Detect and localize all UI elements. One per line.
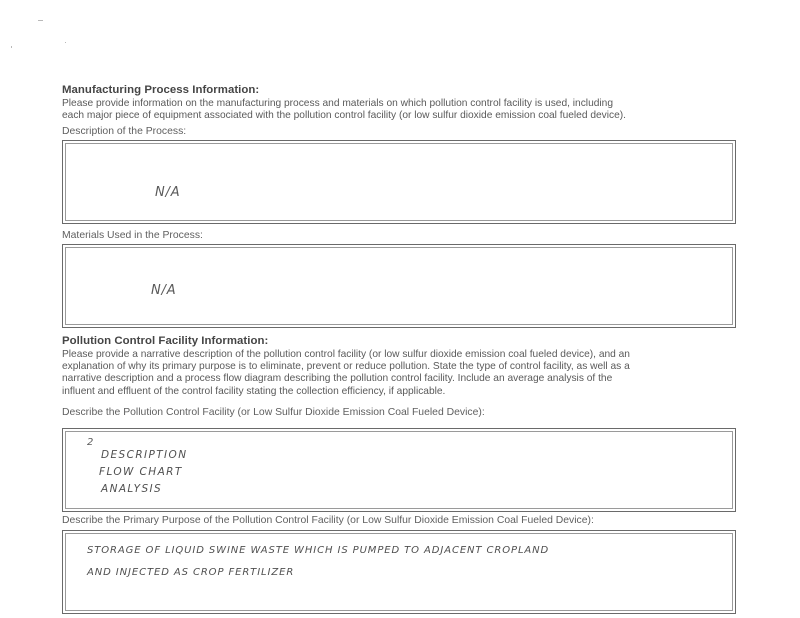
materials-handwriting: N/A (151, 283, 177, 298)
manufacturing-heading: Manufacturing Process Information: (62, 84, 260, 96)
description-handwriting: N/A (155, 185, 181, 200)
pollution-control-heading: Pollution Control Facility Information: (62, 335, 269, 347)
description-label: Description of the Process: (62, 126, 187, 137)
scan-speck (65, 42, 66, 43)
describe-item-description: DESCRIPTION (101, 449, 188, 461)
purpose-handwriting-line-1: STORAGE OF LIQUID SWINE WASTE WHICH IS PUMPED TO ADJACENT CROPLAND (87, 545, 550, 556)
scan-speck (38, 20, 43, 21)
describe-facility-label: Describe the Pollution Control Facility (or Low Sulfur Dioxide Emission Coal Fueled Device): (62, 407, 485, 418)
primary-purpose-field[interactable] (62, 530, 736, 614)
describe-item-analysis: ANALYSIS (101, 483, 163, 495)
manufacturing-instructions-line: each major piece of equipment associated with the pollution control facility (or low sulfur dioxide emission coal fueled device). (62, 110, 626, 122)
materials-field[interactable] (62, 244, 736, 328)
describe-note-number: 2 (87, 437, 95, 448)
materials-label: Materials Used in the Process: (62, 230, 203, 241)
purpose-handwriting-line-2: AND INJECTED AS CROP FERTILIZER (87, 567, 295, 578)
pollution-instructions-line: narrative description and a process flow diagram describing the pollution control facility. Include an average analysis of the (62, 373, 613, 385)
manufacturing-instructions-line: Please provide information on the manufacturing process and materials on which pollution control facility is used, including (62, 98, 613, 109)
manufacturing-instructions (62, 98, 626, 122)
describe-facility-field[interactable] (62, 428, 736, 512)
scan-speck (11, 46, 12, 48)
description-field[interactable] (62, 140, 736, 224)
describe-item-flow-chart: FLOW CHART (99, 466, 183, 478)
pollution-instructions-line: Please provide a narrative description of the pollution control facility (or low sulfur dioxide emission coal fueled device), and an (62, 349, 630, 360)
pollution-instructions-line: influent and effluent of the control facility stating the collection efficiency, if applicable. (62, 385, 446, 397)
primary-purpose-label: Describe the Primary Purpose of the Pollution Control Facility (or Low Sulfur Dioxide Emission Coal Fueled Device): (62, 515, 594, 526)
pollution-instructions-line: explanation of why its primary purpose is to eliminate, prevent or reduce pollution. State the type of control facility, as well as a (62, 361, 630, 373)
pollution-control-instructions (62, 349, 630, 398)
